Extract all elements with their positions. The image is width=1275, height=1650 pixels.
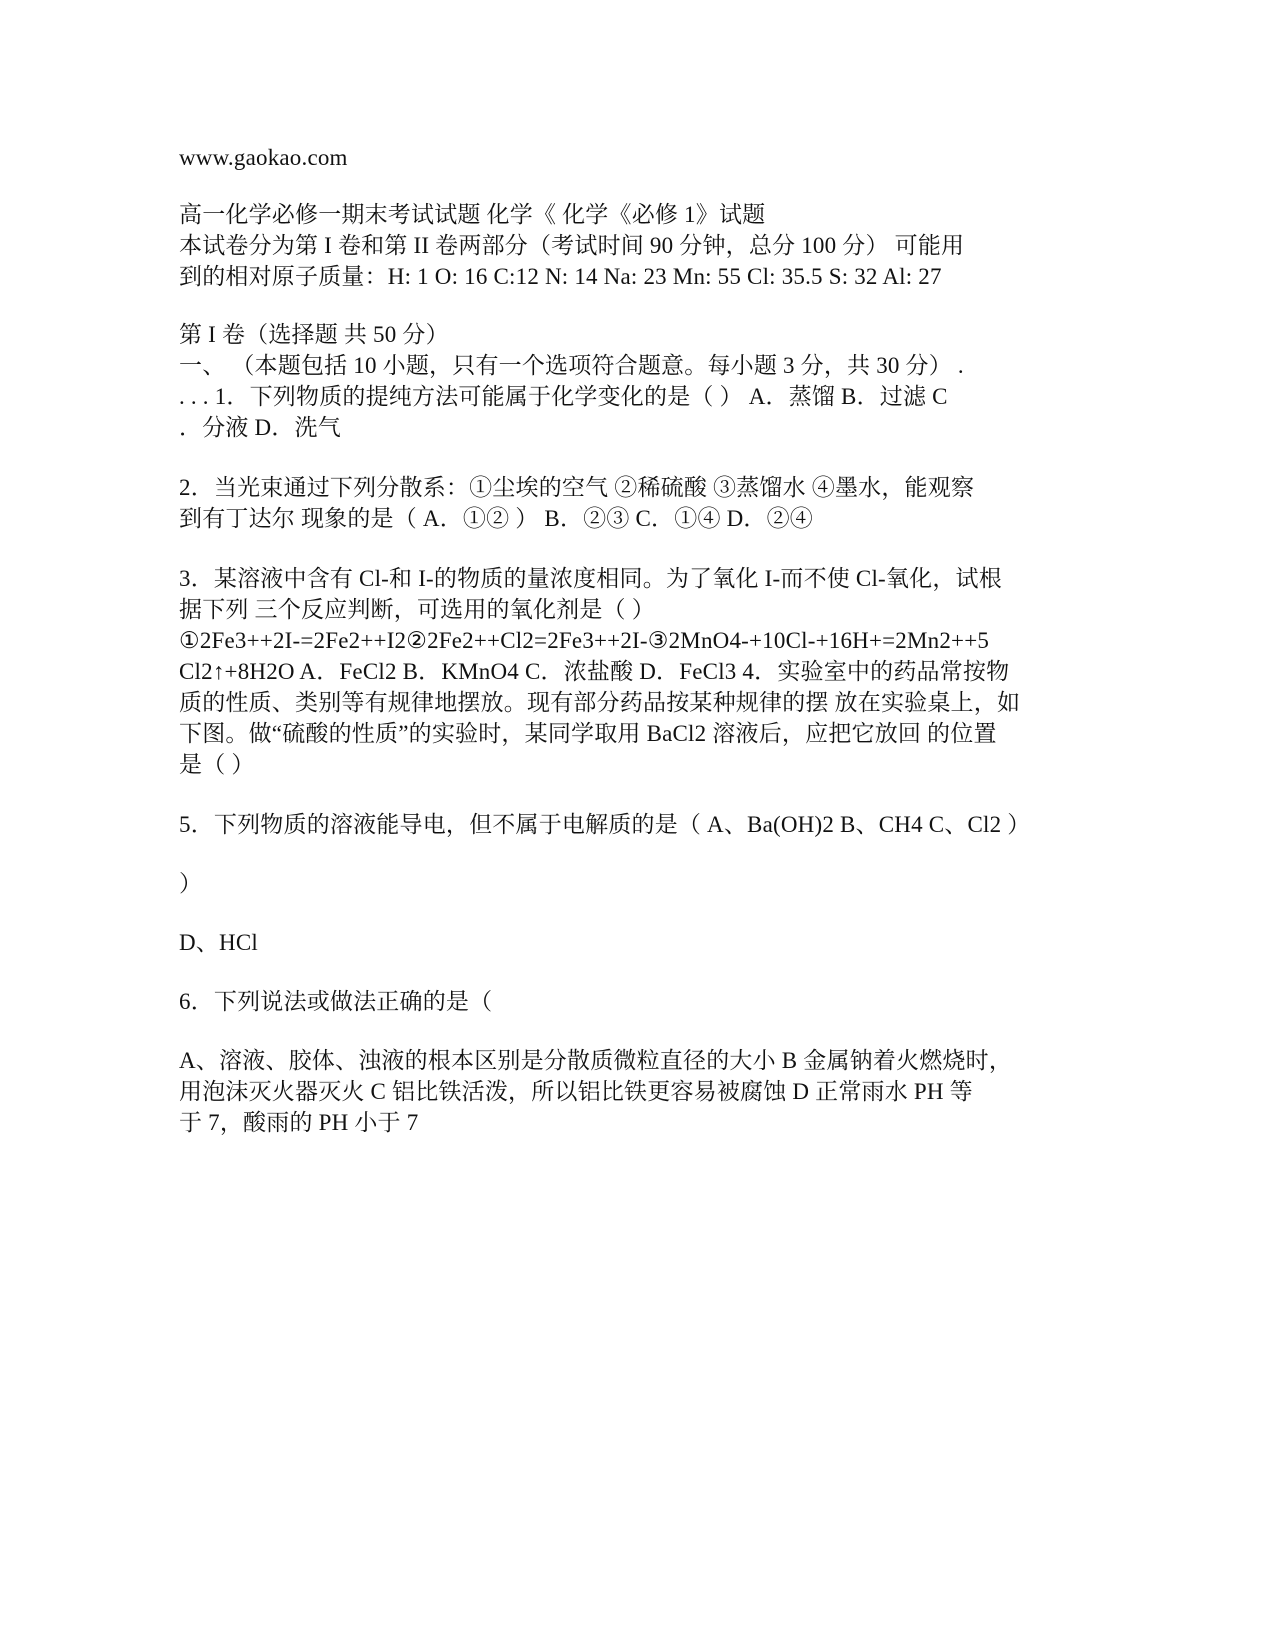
question-3-line-4: Cl2↑+8H2O A．FeCl2 B．KMnO4 C．浓盐酸 D．FeCl3 4．实验室中的药品常按物 [179,659,1010,684]
question-5-option-d-text: D、HCl [179,930,258,955]
question-5-line: 5．下列物质的溶液能导电，但不属于电解质的是（ A、Ba(OH)2 B、CH4 C、Cl2 ） [179,812,1031,837]
question-1-line-2: ．分液 D．洗气 [179,415,341,440]
section-title: 第 I 卷（选择题 共 50 分） [179,322,449,347]
question-3-line-3: ①2Fe3++2I-=2Fe2++I2②2Fe2++Cl2=2Fe3++2I-③2MnO4-+10Cl-+16H+=2Mn2++5 [179,628,990,653]
section-line-1: 一、 （本题包括 10 小题，只有一个选项符合题意。每小题 3 分，共 30 分） . [179,353,964,378]
question-6-options [179,1045,1059,1138]
question-3-line-2: 据下列 三个反应判断，可选用的氧化剂是（ ） [179,597,655,622]
question-6-option-line-3: 于 7，酸雨的 PH 小于 7 [179,1110,419,1135]
question-6-option-line-1: A、溶液、胶体、浊液的根本区别是分散质微粒直径的大小 B 金属钠着火燃烧时， [179,1048,1013,1073]
document-header [179,199,1059,292]
question-2-line-1: 2．当光束通过下列分散系：①尘埃的空气 ②稀硫酸 ③蒸馏水 ④墨水，能观察 [179,475,975,500]
question-6-option-line-2: 用泡沫灭火器灭火 C 铝比铁活泼，所以铝比铁更容易被腐蚀 D 正常雨水 PH 等 [179,1079,973,1104]
intro-line-2: 到的相对原子质量：H: 1 O: 16 C:12 N: 14 Na: 23 Mn: 55 Cl: 35.5 S: 32 Al: 27 [179,264,942,289]
intro-line-1: 本试卷分为第 I 卷和第 II 卷两部分（考试时间 90 分钟，总分 100 分） 可能用 [179,233,965,258]
question-2 [179,472,1059,534]
question-3 [179,563,1059,780]
question-4-line-1: 质的性质、类别等有规律地摆放。现有部分药品按某种规律的摆 放在实验桌上，如 [179,690,1021,715]
site-url: www.gaokao.com [179,145,348,170]
question-3-line-1: 3．某溶液中含有 Cl-和 I-的物质的量浓度相同。为了氧化 I-而不使 Cl-氧化，试根 [179,566,1002,591]
question-1-line-1: . . . 1．下列物质的提纯方法可能属于化学变化的是（ ） A．蒸馏 B．过滤 C [179,384,948,409]
document-title: 高一化学必修一期末考试试题 化学《 化学《必修 1》试题 [179,202,766,227]
question-5-close [179,868,1059,899]
document-page [179,142,1059,1138]
question-2-line-2: 到有丁达尔 现象的是（ A．①② ） B．②③ C．①④ D．②④ [179,506,814,531]
question-6-line: 6．下列说法或做法正确的是（ [179,989,493,1014]
question-5 [179,809,1059,840]
question-5-close-paren: ） [179,871,203,896]
question-4-line-3: 是（ ） [179,752,255,777]
section-one [179,319,1059,443]
question-5-option-d [179,927,1059,958]
question-6 [179,986,1059,1017]
question-4-line-2: 下图。做“硫酸的性质”的实验时，某同学取用 BaCl2 溶液后，应把它放回 的位置 [179,721,997,746]
